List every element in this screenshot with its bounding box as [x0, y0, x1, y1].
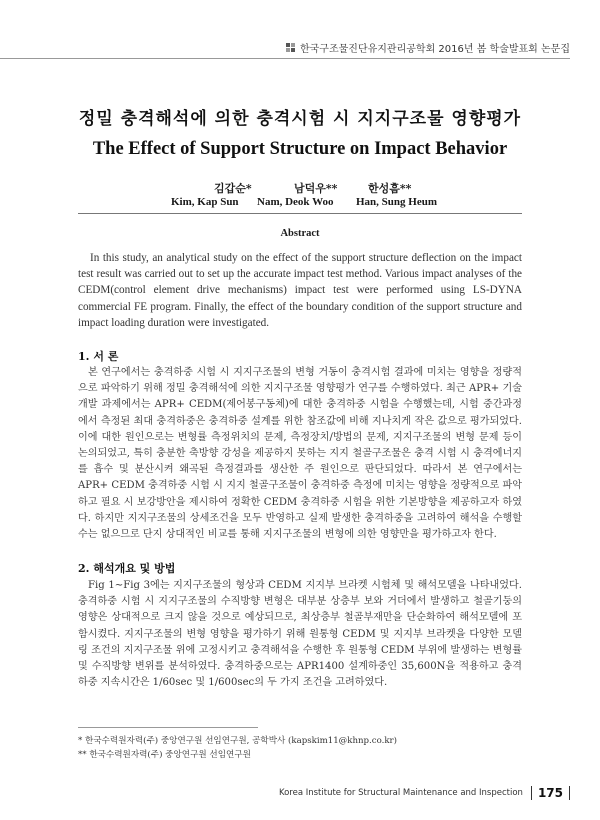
footer-separator	[569, 786, 570, 800]
author-divider	[78, 213, 522, 214]
author-name-english: Han, Sung Heum	[356, 196, 437, 208]
author-name-english: Nam, Deok Woo	[257, 196, 334, 208]
journal-logo-icon	[286, 43, 296, 53]
footnote: ** 한국수력원자력(주) 중앙연구원 선임연구원	[78, 750, 251, 760]
page-number: 175	[537, 786, 563, 800]
author-name-english: Kim, Kap Sun	[171, 196, 239, 208]
author-name-korean: 김갑순*	[214, 182, 252, 195]
footer-institute: Korea Institute for Structural Maintenance and Inspection	[278, 788, 523, 798]
abstract-body: In this study, an analytical study on the effect of the support structure deflection on the impact test result was carried out to set up the accurate impact test method. Various impact analyses of the CEDM(control element drive mechanisms) impact test were performed using LS-DYNA commercial FE program. Finally, the effect of the boundary condition of the support structure and impact loading duration were investigated.	[78, 252, 522, 329]
footnote: * 한국수력원자력(주) 중앙연구원 선임연구원, 공학박사 (kapskim11@khnp.co.kr)	[78, 736, 398, 746]
abstract-heading: Abstract	[280, 228, 320, 239]
author-name-korean: 남덕우**	[294, 182, 338, 195]
section-body-introduction: 본 연구에서는 충격하중 시험 시 지지구조물의 변형 거동이 충격시험 결과에 미치는 영향을 정량적으로 파악하기 위해 정밀 충격해석에 의한 지지구조물 영향평가 연구를 수행하였다. 최근 APR+ 기술개발 과제에서는 APR+ CEDM(제어봉구동체)에 대한 충격하중 시험을 수행했는데, 시험 중간과정에서 측정된 최대 충격하중은 충격하중 설계를 위한 참조값에 비해 지나치게 작은 값으로 평가되었다. 이에 대한 원인으로는 변형률 측정위치의 문제, 측정장치/방법의 문제, 지지구조물의 변형 문제 등이 논의되었고, 특히 충분한 축방향 강성을 제공하지 못하는 지지 철골구조물은 충격 시험 시 충격에너지를 흡수 및 분산시켜 왜곡된 측정결과를 생산한 주 원인으로 판단되었다. 따라서 본 연구에서는 APR+ CEDM 충격하중 시험 시 지지 철골구조물이 충격하중 측정에 미치는 영향을 정량적으로 파악하고 필요 시 보강방안을 제시하여 정확한 CEDM 충격하중 시험을 위한 기본방향을 제공하고자 하였다. 하지만 지지구조물의 상세조건을 모두 반영하고 실제 발생한 충격하중을 고려하여 해석을 수행할 수는 없으므로 단지 상대적인 비교를 통해 지지구조물의 변형에 의한 영향만을 평가하고자 한다.	[78, 367, 522, 541]
paper-title-english: The Effect of Support Structure on Impact Behavior	[92, 139, 508, 159]
paper-title-korean: 정밀 충격해석에 의한 충격시험 시 지지구조물 영향평가	[78, 109, 522, 129]
header-divider	[0, 58, 570, 59]
footnote-divider	[78, 727, 258, 728]
journal-header	[286, 40, 570, 55]
footer-separator	[531, 786, 532, 800]
section-heading-introduction: 1. 서 론	[78, 350, 119, 363]
author-name-korean: 한성흠**	[368, 182, 412, 195]
section-heading-method: 2. 해석개요 및 방법	[78, 562, 176, 575]
page-footer	[279, 786, 570, 800]
section-body-method: Fig 1∼Fig 3에는 지지구조물의 형상과 CEDM 지지부 브라켓 시험체 및 해석모델을 나타내었다. 충격하중 시험 시 지지구조물의 수직방향 변형은 대부분 상층부 보와 거더에서 발생하고 철골기둥의 영향은 상대적으로 크지 않을 것으로 예상되므로, 최상층부 철골부재만을 단순화하여 해석모델에 포함시켰다. 지지구조물의 변형 영향을 평가하기 위해 원통형 CEDM 및 지지부 브라켓을 다양한 모델링 조건의 지지구조물 위에 고정시키고 충격해석을 수행한 후 원통형 CEDM 부위에 발생하는 변형률 및 수직방향 변위를 분석하였다. 충격하중으로는 APR1400 설계하중인 35,600N을 적용하고 충격하중 지속시간은 1/60sec 및 1/600sec의 두 가지 조건을 고려하였다.	[78, 580, 522, 689]
journal-name: 한국구조물진단유지관리공학회 2016년 봄 학술발표회 논문집	[299, 44, 570, 55]
